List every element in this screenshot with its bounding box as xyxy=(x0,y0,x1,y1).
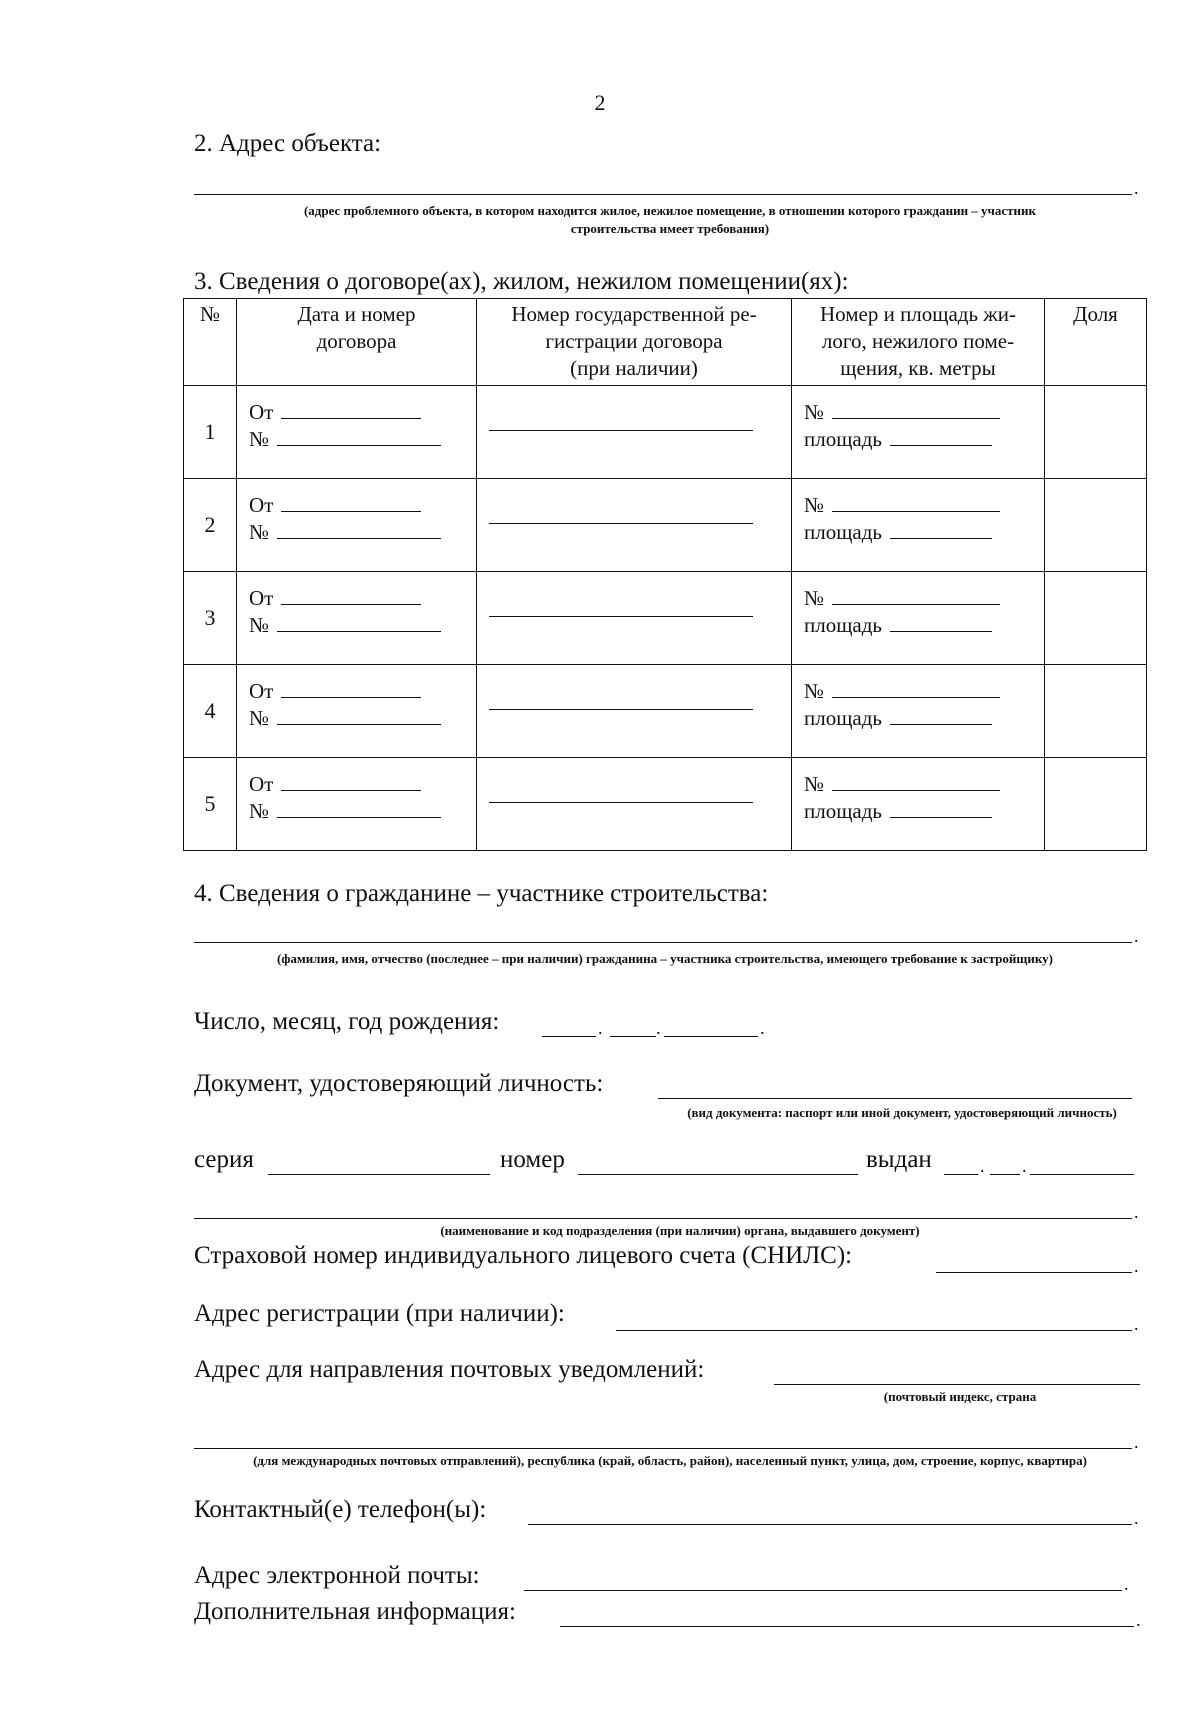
registration-cell xyxy=(477,572,792,665)
birth-year-field[interactable] xyxy=(664,1036,758,1037)
contract-date-cell xyxy=(237,665,477,758)
premises-number-field[interactable] xyxy=(832,789,1000,791)
registration-number-field[interactable] xyxy=(489,802,753,803)
header-line: договора xyxy=(316,329,397,353)
number-sign-label: № xyxy=(249,520,270,544)
from-label: От xyxy=(249,493,274,517)
table-header-row xyxy=(184,299,1147,386)
phone-label: Контактный(е) телефон(ы): xyxy=(194,1496,487,1523)
snils-label: Страховой номер индивидуального лицевого счета (СНИЛС): xyxy=(194,1242,853,1269)
period-mark: . xyxy=(1124,1574,1129,1594)
issuer-hint: (наименование и код подразделения (при наличии) органа, выдавшего документ) xyxy=(440,1223,920,1238)
premises-cell xyxy=(792,479,1045,572)
premises-area-field[interactable] xyxy=(890,444,992,446)
number-sign-label: № xyxy=(249,706,270,730)
phone-field[interactable] xyxy=(528,1524,1132,1525)
object-address-field[interactable] xyxy=(194,194,1132,195)
contract-number-field[interactable] xyxy=(277,444,441,446)
contract-date-field[interactable] xyxy=(281,789,421,791)
contract-date-field[interactable] xyxy=(281,417,421,419)
premises-number-field[interactable] xyxy=(832,603,1000,605)
header-premises xyxy=(792,299,1045,386)
row-number: 5 xyxy=(184,758,237,851)
birth-month-field[interactable] xyxy=(610,1036,656,1037)
contracts-table xyxy=(183,298,1147,851)
share-cell[interactable] xyxy=(1045,758,1147,851)
issued-month-field[interactable] xyxy=(990,1174,1020,1175)
contract-date-cell xyxy=(237,479,477,572)
postal-address-label: Адрес для направления почтовых уведомлений: xyxy=(194,1356,705,1383)
contract-date-field[interactable] xyxy=(281,696,421,698)
registration-number-field[interactable] xyxy=(489,616,753,617)
birth-date-row xyxy=(194,1008,499,1036)
contract-date-cell xyxy=(237,572,477,665)
row-number: 1 xyxy=(184,386,237,479)
share-cell[interactable] xyxy=(1045,665,1147,758)
separator-dot: . xyxy=(656,1018,661,1038)
share-cell[interactable] xyxy=(1045,572,1147,665)
premises-number-row xyxy=(792,677,1044,704)
identity-document-label: Документ, удостоверяющий личность: xyxy=(194,1070,604,1097)
header-contract-date xyxy=(237,299,477,386)
postal-address-field-2[interactable] xyxy=(194,1448,1132,1449)
header-line: (при наличии) xyxy=(570,356,698,380)
period-mark: . xyxy=(1134,1314,1139,1334)
registration-number-field[interactable] xyxy=(489,430,753,431)
section-3-title: 3. Сведения о договоре(ах), жилом, нежилом помещении(ях): xyxy=(194,268,849,295)
header-line: лого, нежилого поме- xyxy=(821,329,1015,353)
section-4-title: 4. Сведения о гражданине – участнике строительства: xyxy=(194,880,769,907)
postal-address-hint-2: (для международных почтовых отправлений), республика (край, область, район), населенный пункт, улица, дом, строение, корпус, квартира) xyxy=(253,1453,1087,1468)
contract-number-row xyxy=(237,704,476,731)
issued-label: выдан xyxy=(866,1146,932,1173)
share-cell[interactable] xyxy=(1045,386,1147,479)
birth-date-label: Число, месяц, год рождения: xyxy=(194,1008,500,1035)
email-field[interactable] xyxy=(524,1590,1122,1591)
period-mark: . xyxy=(1134,1508,1139,1528)
email-label: Адрес электронной почты: xyxy=(194,1562,480,1589)
additional-info-label: Дополнительная информация: xyxy=(194,1598,516,1625)
contract-date-field[interactable] xyxy=(281,603,421,605)
from-label: От xyxy=(249,679,274,703)
additional-info-field[interactable] xyxy=(560,1626,1134,1627)
area-label: площадь xyxy=(804,613,882,637)
share-cell[interactable] xyxy=(1045,479,1147,572)
from-label: От xyxy=(249,400,274,424)
contract-number-row xyxy=(237,611,476,638)
registration-cell xyxy=(477,758,792,851)
row-number: 2 xyxy=(184,479,237,572)
number-sign-label: № xyxy=(804,493,825,517)
premises-area-field[interactable] xyxy=(890,630,992,632)
number-sign-label: № xyxy=(249,799,270,823)
period-mark: . xyxy=(1134,178,1139,198)
contract-number-row xyxy=(237,797,476,824)
registration-address-field[interactable] xyxy=(616,1330,1132,1331)
table-row xyxy=(184,572,1147,665)
birth-day-field[interactable] xyxy=(542,1036,596,1037)
issued-year-field[interactable] xyxy=(1030,1174,1134,1175)
premises-area-row xyxy=(792,425,1044,452)
object-address-hint: (адрес проблемного объекта, в котором находится жилое, нежилое помещение, в отношении которого гражданин – участник строительства имеет требования) xyxy=(303,203,1037,236)
contract-from-row xyxy=(237,677,476,704)
period-mark: . xyxy=(1134,926,1139,946)
registration-cell xyxy=(477,386,792,479)
number-sign-label: № xyxy=(804,772,825,796)
contract-number-row xyxy=(237,518,476,545)
area-label: площадь xyxy=(804,427,882,451)
issuer-field[interactable] xyxy=(194,1218,1132,1219)
contract-from-row xyxy=(237,491,476,518)
contract-number-field[interactable] xyxy=(277,723,441,725)
area-label: площадь xyxy=(804,799,882,823)
premises-number-row xyxy=(792,770,1044,797)
premises-area-row xyxy=(792,611,1044,638)
premises-number-field[interactable] xyxy=(832,510,1000,512)
registration-cell xyxy=(477,665,792,758)
table-row xyxy=(184,758,1147,851)
premises-number-row xyxy=(792,584,1044,611)
header-number: № xyxy=(184,299,237,386)
separator-dot: . xyxy=(598,1018,603,1038)
row-number: 4 xyxy=(184,665,237,758)
header-share: Доля xyxy=(1045,299,1147,386)
period-mark: . xyxy=(1134,1256,1139,1276)
period-mark: . xyxy=(1134,1202,1139,1222)
series-label: серия xyxy=(194,1146,254,1173)
postal-address-field[interactable] xyxy=(774,1384,1140,1385)
postal-address-hint-1: (почтовый индекс, страна xyxy=(883,1389,1037,1404)
from-label: От xyxy=(249,772,274,796)
registration-address-label: Адрес регистрации (при наличии): xyxy=(194,1300,565,1327)
number-sign-label: № xyxy=(804,400,825,424)
identity-document-field[interactable] xyxy=(658,1098,1132,1099)
contract-from-row xyxy=(237,584,476,611)
premises-cell xyxy=(792,572,1045,665)
premises-number-row xyxy=(792,398,1044,425)
header-line: Номер государственной ре- xyxy=(511,302,757,326)
period-mark: . xyxy=(1136,1610,1141,1630)
contract-number-row xyxy=(237,425,476,452)
premises-area-row xyxy=(792,518,1044,545)
area-label: площадь xyxy=(804,520,882,544)
premises-area-field[interactable] xyxy=(890,723,992,725)
contract-date-field[interactable] xyxy=(281,510,421,512)
area-label: площадь xyxy=(804,706,882,730)
separator-dot: . xyxy=(980,1156,985,1176)
table-row xyxy=(184,479,1147,572)
table-row xyxy=(184,386,1147,479)
registration-cell xyxy=(477,479,792,572)
number-sign-label: № xyxy=(249,613,270,637)
contract-from-row xyxy=(237,398,476,425)
page-number: 2 xyxy=(594,90,606,115)
premises-cell xyxy=(792,665,1045,758)
registration-number-field[interactable] xyxy=(489,709,753,710)
contract-date-cell xyxy=(237,758,477,851)
header-line: гистрации договора xyxy=(545,329,723,353)
section-2-title: 2. Адрес объекта: xyxy=(194,130,382,157)
series-field[interactable] xyxy=(268,1174,490,1175)
separator-dot: . xyxy=(1022,1156,1027,1176)
snils-field[interactable] xyxy=(936,1272,1132,1273)
identity-document-hint: (вид документа: паспорт или иной документ, удостоверяющий личность) xyxy=(687,1105,1117,1120)
table-body xyxy=(184,386,1147,851)
period-mark: . xyxy=(760,1018,765,1038)
premises-cell xyxy=(792,758,1045,851)
period-mark: . xyxy=(1134,1432,1139,1452)
citizen-name-hint: (фамилия, имя, отчество (последнее – при наличии) гражданина – участника строительства, имеющего требование к застройщику) xyxy=(277,951,1053,966)
contract-number-field[interactable] xyxy=(277,630,441,632)
premises-area-row xyxy=(792,797,1044,824)
contract-number-field[interactable] xyxy=(277,816,441,818)
from-label: От xyxy=(249,586,274,610)
premises-cell xyxy=(792,386,1045,479)
header-line: Дата и номер xyxy=(297,302,416,326)
premises-area-field[interactable] xyxy=(890,537,992,539)
number-sign-label: № xyxy=(804,679,825,703)
header-registration xyxy=(477,299,792,386)
registration-number-field[interactable] xyxy=(489,523,753,524)
issued-day-field[interactable] xyxy=(944,1174,978,1175)
premises-area-field[interactable] xyxy=(890,816,992,818)
number-label: номер xyxy=(500,1146,565,1173)
number-field[interactable] xyxy=(578,1174,858,1175)
premises-number-field[interactable] xyxy=(832,696,1000,698)
header-line: Номер и площадь жи- xyxy=(819,302,1017,326)
contract-number-field[interactable] xyxy=(277,537,441,539)
contract-date-cell xyxy=(237,386,477,479)
number-sign-label: № xyxy=(804,586,825,610)
header-line: щения, кв. метры xyxy=(840,356,996,380)
premises-area-row xyxy=(792,704,1044,731)
row-number: 3 xyxy=(184,572,237,665)
premises-number-field[interactable] xyxy=(832,417,1000,419)
premises-number-row xyxy=(792,491,1044,518)
citizen-name-field[interactable] xyxy=(194,942,1132,943)
contract-from-row xyxy=(237,770,476,797)
table-row xyxy=(184,665,1147,758)
number-sign-label: № xyxy=(249,427,270,451)
